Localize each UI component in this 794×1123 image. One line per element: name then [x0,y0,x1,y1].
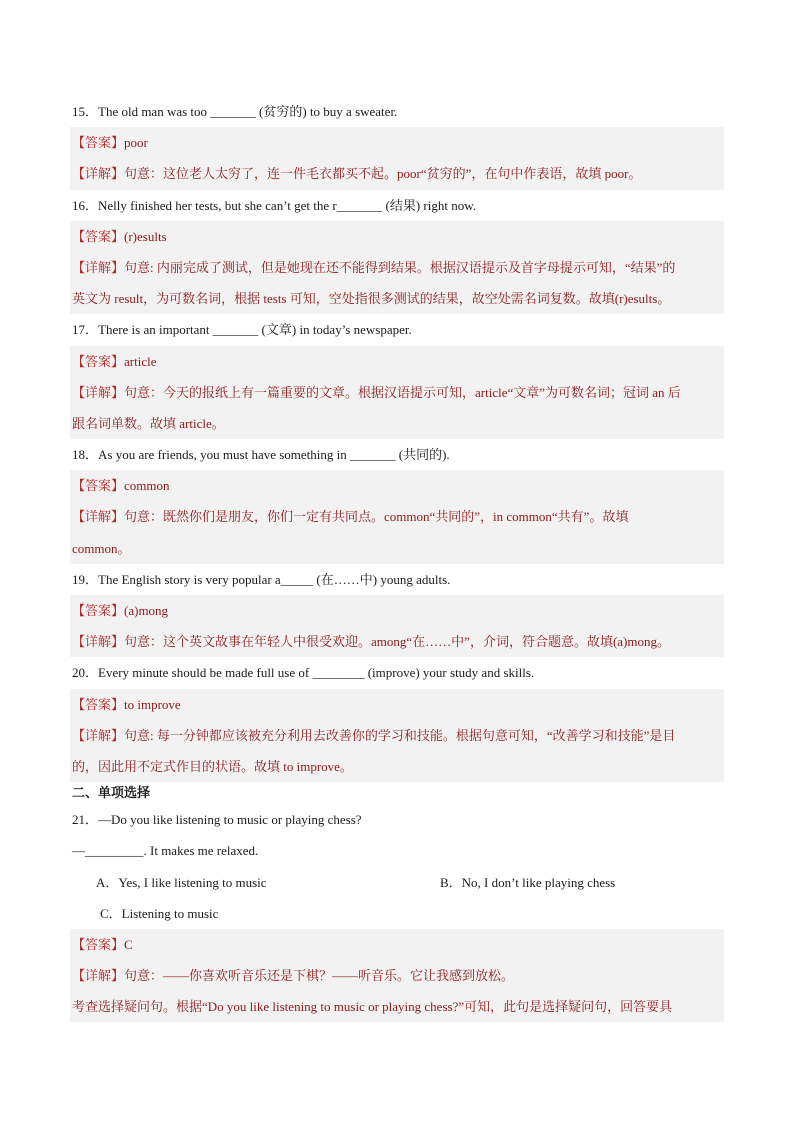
detail-row-16 [70,252,724,283]
answer-block-15 [70,127,724,189]
answer-tag: 【答案】 [72,228,125,244]
detail-row-19 [70,626,724,657]
question-16: 16．Nelly finished her tests, but she can’t get the r_______ (结果) right now. [72,197,477,213]
question-21: 21．—Do you like listening to music or playing chess? [72,812,362,828]
answer-row-19 [70,595,724,626]
section-title: 二、单项选择 [72,785,151,801]
detail-text: 句意：既然你们是朋友，你们一定有共同点。common“共同的”，in common“共有”。故填 [124,509,629,525]
detail-text: 句意：今天的报纸上有一篇重要的文章。根据汉语提示可知，article“文章”为可数名词；冠词 an 后 [124,384,681,400]
option-b: B．No, I don’t like playing chess [440,874,616,890]
question-19: 19．The English story is very popular a_____ (在……中) young adults. [72,571,451,587]
answer-block-19 [70,595,724,657]
detail-row-21 [70,960,724,991]
content-area [70,96,724,1022]
detail-row-15 [70,158,724,189]
detail-row-17-cont: 跟名词单数。故填 article。 [72,415,225,431]
option-a: A．Yes, I like listening to music [96,874,267,890]
answer-block-20 [70,689,724,783]
detail-tag: 【详解】 [72,727,125,743]
answer-tag: 【答案】 [72,135,125,151]
answer-text: article [124,353,157,369]
question-18: 18．As you are friends, you must have something in _______ (共同的). [72,447,450,463]
answer-row-18 [70,470,724,501]
detail-row-20 [70,720,724,751]
question-15: 15．The old man was too _______ (贫穷的) to buy a sweater. [72,104,398,119]
answer-text: (a)mong [124,603,169,618]
detail-row-20-cont: 的，因此用不定式作目的状语。故填 to improve。 [72,758,353,774]
answer-row-20 [70,689,724,720]
answer-block-18 [70,470,724,564]
answer-row-21 [70,929,724,960]
detail-row-16-cont: 英文为 result，为可数名词，根据 tests 可知，空处指很多测试的结果，故空处需名词复数。故填(r)esults。 [72,291,671,307]
answer-row-16 [70,221,724,252]
answer-block-16 [70,221,724,315]
detail-text: 句意: 每一分钟都应该被充分利用去改善你的学习和技能。根据句意可知，“改善学习和技能”是目 [124,727,676,743]
answer-text: common [124,478,170,494]
answer-block-21 [70,929,724,1023]
detail-row-21-cont: 考查选择疑问句。根据“Do you like listening to music or playing chess?”可知，此句是选择疑问句，回答要具 [72,999,673,1015]
option-c: C．Listening to music [100,905,219,921]
answer-text: poor [124,135,148,151]
detail-tag: 【详解】 [72,166,125,182]
answer-text: C [124,936,133,952]
question-17: 17．There is an important _______ (文章) in today’s newspaper. [72,322,412,338]
answer-tag: 【答案】 [72,478,125,494]
detail-tag: 【详解】 [72,384,125,400]
answer-text: (r)esults [124,228,167,244]
detail-row-18 [70,501,724,532]
question-20: 20．Every minute should be made full use of ________ (improve) your study and skills. [72,665,535,681]
detail-text: 句意：——你喜欢听音乐还是下棋？——听音乐。它让我感到放松。 [124,968,515,984]
answer-tag: 【答案】 [72,353,125,369]
answer-text: to improve [124,696,181,712]
detail-tag: 【详解】 [72,968,125,984]
options-row-ab [70,867,724,898]
answer-block-17 [70,346,724,440]
detail-text: 句意：这位老人太穷了，连一件毛衣都买不起。poor“贫穷的”，在句中作表语，故填 poor。 [124,166,642,182]
detail-tag: 【详解】 [72,259,125,275]
detail-tag: 【详解】 [72,509,125,525]
detail-tag: 【详解】 [72,634,125,650]
detail-text: 句意：这个英文故事在年轻人中很受欢迎。among“在……中”，介词，符合题意。故填(a)mong。 [124,634,670,650]
detail-text: 句意: 内丽完成了测试，但是她现在还不能得到结果。根据汉语提示及首字母提示可知，“结果”的 [124,259,676,275]
answer-tag: 【答案】 [72,696,125,712]
answer-tag: 【答案】 [72,603,125,618]
detail-row-18-cont: common。 [72,540,131,556]
detail-row-17 [70,377,724,408]
answer-row-17 [70,346,724,377]
answer-row-15 [70,127,724,158]
answer-tag: 【答案】 [72,936,125,952]
question-21-response: —_________. It makes me relaxed. [72,843,259,859]
